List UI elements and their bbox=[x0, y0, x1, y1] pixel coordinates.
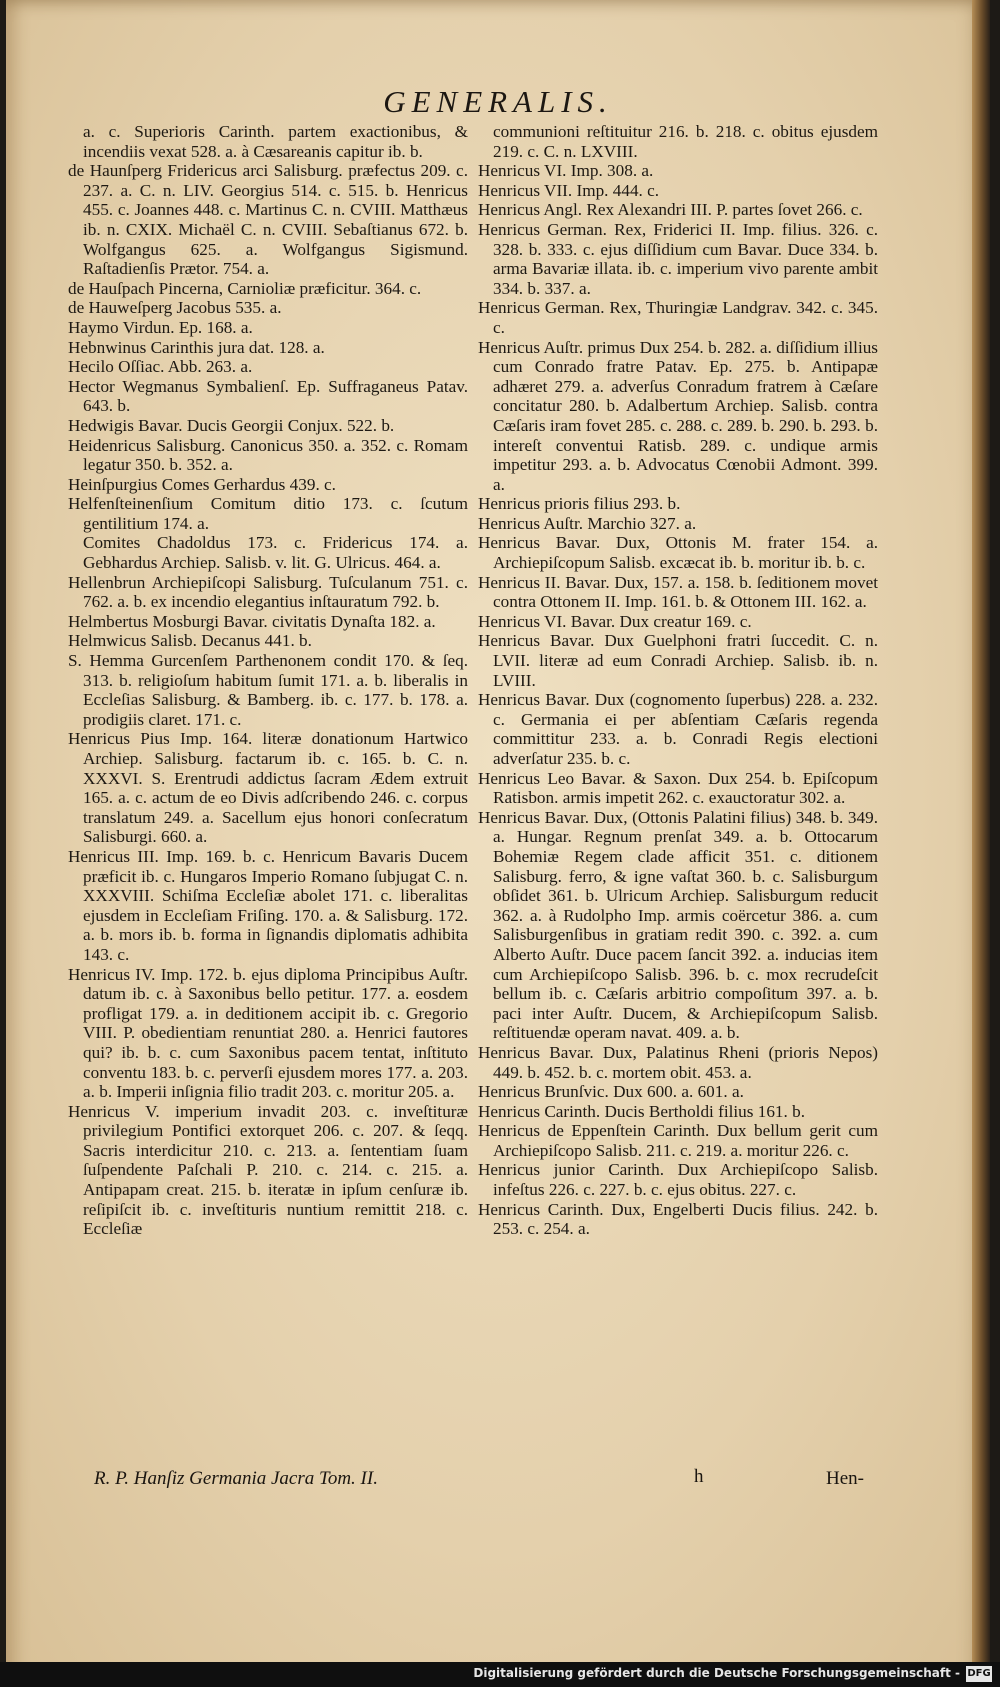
index-entry: Henricus Brunſvic. Dux 600. a. 601. a. bbox=[478, 1082, 744, 1102]
index-entry: Hecilo Oſſiac. Abb. 263. a. bbox=[68, 357, 253, 377]
index-entry: Henricus Bavar. Dux (cognomento ſuperbus) 228. a. 232. c. Germania ei per abſentiam Cæſaris regenda committitur 233. a. b. Conradi Regis electioni adverſatur 235. b. c. bbox=[478, 690, 878, 768]
index-entry: Henricus VI. Bavar. Dux creatur 169. c. bbox=[478, 611, 752, 631]
signature-line: R. P. Hanſiz Germania Jacra Tom. II. bbox=[94, 1468, 378, 1489]
index-entry: Henricus German. Rex, Thuringiæ Landgrav. 342. c. 345. c. bbox=[478, 298, 878, 337]
left-column bbox=[68, 122, 468, 1239]
index-entry: Henricus de Eppenſtein Carinth. Dux bellum gerit cum Archiepiſcopo Salisb. 211. c. 219. a. moritur 226. c. bbox=[478, 1121, 878, 1160]
index-entry: communioni reſtituitur 216. b. 218. c. obitus ejusdem 219. c. C. n. LXVIII. bbox=[493, 122, 878, 161]
index-entry: Hector Wegmanus Symbalienſ. Ep. Suffraganeus Patav. 643. b. bbox=[68, 376, 468, 416]
index-entry: Heidenricus Salisburg. Canonicus 350. a. 352. c. Romam legatur 350. b. 352. a. bbox=[68, 435, 468, 475]
index-entry: de Haunſperg Fridericus arci Salisburg. præfectus 209. c. 237. a. C. n. LIV. Georgius 514. c. 515. b. Henricus 455. c. Joannes 448. c. Martinus C. n. CVIII. Matthæus ib. n. CXIX. Michaël C. n. CVIII. Sebaſtianus 672. b. Wolfgangus 625. a. Wolfgangus Sigismund. Raſtadienſis Prætor. 754. a. bbox=[68, 161, 468, 279]
running-head: GENERALIS. bbox=[383, 84, 613, 119]
index-entry: Henricus Auſtr. Marchio 327. a. bbox=[478, 513, 697, 533]
index-entry: de Hauweſperg Jacobus 535. a. bbox=[68, 298, 282, 318]
page-edge bbox=[972, 0, 990, 1687]
index-entry: Haymo Virdun. Ep. 168. a. bbox=[68, 317, 253, 337]
credit-text: Digitalisierung gefördert durch die Deutsche Forschungsgemeinschaft - bbox=[473, 1666, 960, 1680]
index-entry: Helmwicus Salisb. Decanus 441. b. bbox=[68, 631, 312, 651]
index-entry: Henricus junior Carinth. Dux Archiepiſcopo Salisb. infeſtus 226. c. 227. b. c. ejus obitus. 227. c. bbox=[478, 1160, 878, 1200]
index-entry: Henricus VI. Imp. 308. a. bbox=[478, 161, 654, 181]
index-entry: Henricus VII. Imp. 444. c. bbox=[478, 180, 660, 200]
index-entry: Henricus Bavar. Dux, (Ottonis Palatini filius) 348. b. 349. a. Hungar. Regnum prenſat 349. a. b. Ottocarum Bohemiæ Regem clade afficit 351. c. ditionem Salisburg. ferro, & igne vaſtat 360. b. c. Salisburgum obſidet 361. b. Ulricum Archiep. Salisburgum reducit 362. a. à Rudolpho Imp. armis coërcetur 386. a. cum Salisburgenſibus in gratiam redit 390. c. 392. a. cum Alberto Auſtr. Duce pacem ſancit 392. a. inducias item cum Archiepiſcopo Salisb. 396. b. c. mox recrudeſcit bellum ib. c. Cæſaris arbitrio compoſitum 397. a. b. paci inter Auſtr. Ducem, & Archiepiſcopum Salisb. reſtituendæ operam navat. 409. a. b. bbox=[478, 807, 878, 1043]
index-entry: de Hauſpach Pincerna, Carnioliæ præficitur. 364. c. bbox=[68, 278, 422, 298]
index-entry: S. Hemma Gurcenſem Parthenonem condit 170. & ſeq. 313. b. religioſum habitum ſumit 171. a. b. liberalis in Eccleſias Salisburg. & Bamberg. ib. c. 177. b. 178. a. prodigiis claret. 171. c. bbox=[68, 651, 468, 729]
index-entry: Henricus Carinth. Ducis Bertholdi filius 161. b. bbox=[478, 1101, 805, 1121]
right-column bbox=[478, 122, 878, 1239]
index-entry: a. c. Superioris Carinth. partem exactionibus, & incendiis vexat 528. a. à Cæsareanis capitur ib. b. bbox=[83, 122, 468, 161]
catchword: Hen- bbox=[826, 1468, 864, 1489]
index-entry: Henricus Auſtr. primus Dux 254. b. 282. a. diſſidium illius cum Conrado fratre Patav. Ep. 275. b. Antipapæ adhæret 279. a. adverſus Conradum fratrem à Cæſare concitatur 280. b. Adalbertum Archiep. Salisb. contra Cæſaris iram fovet 285. c. 288. c. 289. b. 290. b. 293. b. intereſt conventui Ratisb. 289. c. undique armis impetitur 293. a. b. Advocatus Cœnobii Admont. 399. a. bbox=[478, 337, 878, 494]
index-entry: Helfenſteinenſium Comitum ditio 173. c. ſcutum gentilitium 174. a. bbox=[68, 494, 468, 533]
credit-bar bbox=[0, 1662, 1000, 1687]
index-entry: Helmbertus Mosburgi Bavar. civitatis Dynaſta 182. a. bbox=[68, 611, 436, 631]
index-entry: Henricus Bavar. Dux Guelphoni fratri ſuccedit. C. n. LVII. literæ ad eum Conradi Archiep. Salisb. ib. n. LVIII. bbox=[478, 631, 878, 690]
index-entry: Henricus Bavar. Dux, Ottonis M. frater 154. a. Archiepiſcopum Salisb. excæcat ib. b. moritur ib. b. c. bbox=[478, 533, 878, 573]
signature-mark: h bbox=[694, 1466, 704, 1487]
index-entry: Comites Chadoldus 173. c. Fridericus 174. a. Gebhardus Archiep. Salisb. v. lit. G. Ulricus. 464. a. bbox=[83, 533, 468, 573]
index-entry: Henricus Pius Imp. 164. literæ donationum Hartwico Archiep. Salisburg. factarum ib. c. 165. b. C. n. XXXVI. S. Erentrudi addictus ſacram Ædem extruit 165. a. c. actum de eo Divis adſcribendo 246. c. corpus translatum 249. a. Sacellum ejus honori conſecratum Salisburgi. 660. a. bbox=[68, 729, 468, 847]
index-entry: Henricus German. Rex, Friderici II. Imp. filius. 326. c. 328. b. 333. c. ejus diſſidium cum Bavar. Duce 334. b. arma Bavariæ illata. ib. c. imperium vivo parente ambit 334. b. 337. a. bbox=[478, 219, 878, 298]
index-entry: Henricus III. Imp. 169. b. c. Henricum Bavaris Ducem præficit ib. c. Hungaros Imperio Romano ſubjugat C. n. XXXVIII. Schiſma Eccleſiæ abolet 171. c. liberalitas ejusdem in Eccleſiam Friſing. 170. a. & Salisburg. 172. a. b. mors ib. b. forma in ſignandis diplomatis adhibita 143. c. bbox=[68, 846, 468, 964]
index-entry: Henricus Bavar. Dux, Palatinus Rheni (prioris Nepos) 449. b. 452. b. c. mortem obit. 453. a. bbox=[478, 1042, 878, 1082]
dfg-logo: DFG bbox=[966, 1666, 992, 1682]
index-entry: Henricus Angl. Rex Alexandri III. P. partes ſovet 266. c. bbox=[478, 200, 863, 220]
index-entry: Henricus IV. Imp. 172. b. ejus diploma Principibus Auſtr. datum ib. c. à Saxonibus bello petitur. 177. a. eosdem profligat 179. a. in deditionem accipit ib. c. Gregorio VIII. P. obedientiam renuntiat 280. a. Henrici fautores qui? ib. b. c. cum Saxonibus pacem tentat, inſtituto conventu 183. b. c. perverſi ejusdem mores 177. a. 203. a. b. Imperii inſignia filio tradit 203. c. moritur 205. a. bbox=[68, 964, 468, 1102]
index-entry: Hedwigis Bavar. Ducis Georgii Conjux. 522. b. bbox=[68, 415, 395, 435]
index-entry: Henricus Carinth. Dux, Engelberti Ducis filius. 242. b. 253. c. 254. a. bbox=[478, 1199, 878, 1239]
index-entry: Henricus V. imperium invadit 203. c. inveſtituræ privilegium Pontifici extorquet 206. c. 207. & ſeqq. Sacris interdicitur 210. c. 213. a. ſententiam ſuam ſuſpendente Paſchali P. 210. c. 214. c. 215. a. Antipapam creat. 215. b. iteratæ in ipſum cenſuræ ib. reſipiſcit ib. c. inveſtituris nuntium remittit 218. c. Eccleſiæ bbox=[68, 1101, 468, 1239]
index-entry: Hellenbrun Archiepiſcopi Salisburg. Tuſculanum 751. c. 762. a. b. ex incendio elegantius inſtauratum 792. b. bbox=[68, 572, 468, 612]
index-entry: Hebnwinus Carinthis jura dat. 128. a. bbox=[68, 337, 325, 357]
index-entry: Heinſpurgius Comes Gerhardus 439. c. bbox=[68, 474, 336, 494]
index-entry: Henricus prioris filius 293. b. bbox=[478, 494, 681, 514]
book-page bbox=[6, 0, 990, 1687]
index-entry: Henricus II. Bavar. Dux, 157. a. 158. b. ſeditionem movet contra Ottonem II. Imp. 161. b. & Ottonem III. 162. a. bbox=[478, 572, 878, 612]
index-entry: Henricus Leo Bavar. & Saxon. Dux 254. b. Epiſcopum Ratisbon. armis impetit 262. c. exauctoratur 302. a. bbox=[478, 768, 878, 808]
